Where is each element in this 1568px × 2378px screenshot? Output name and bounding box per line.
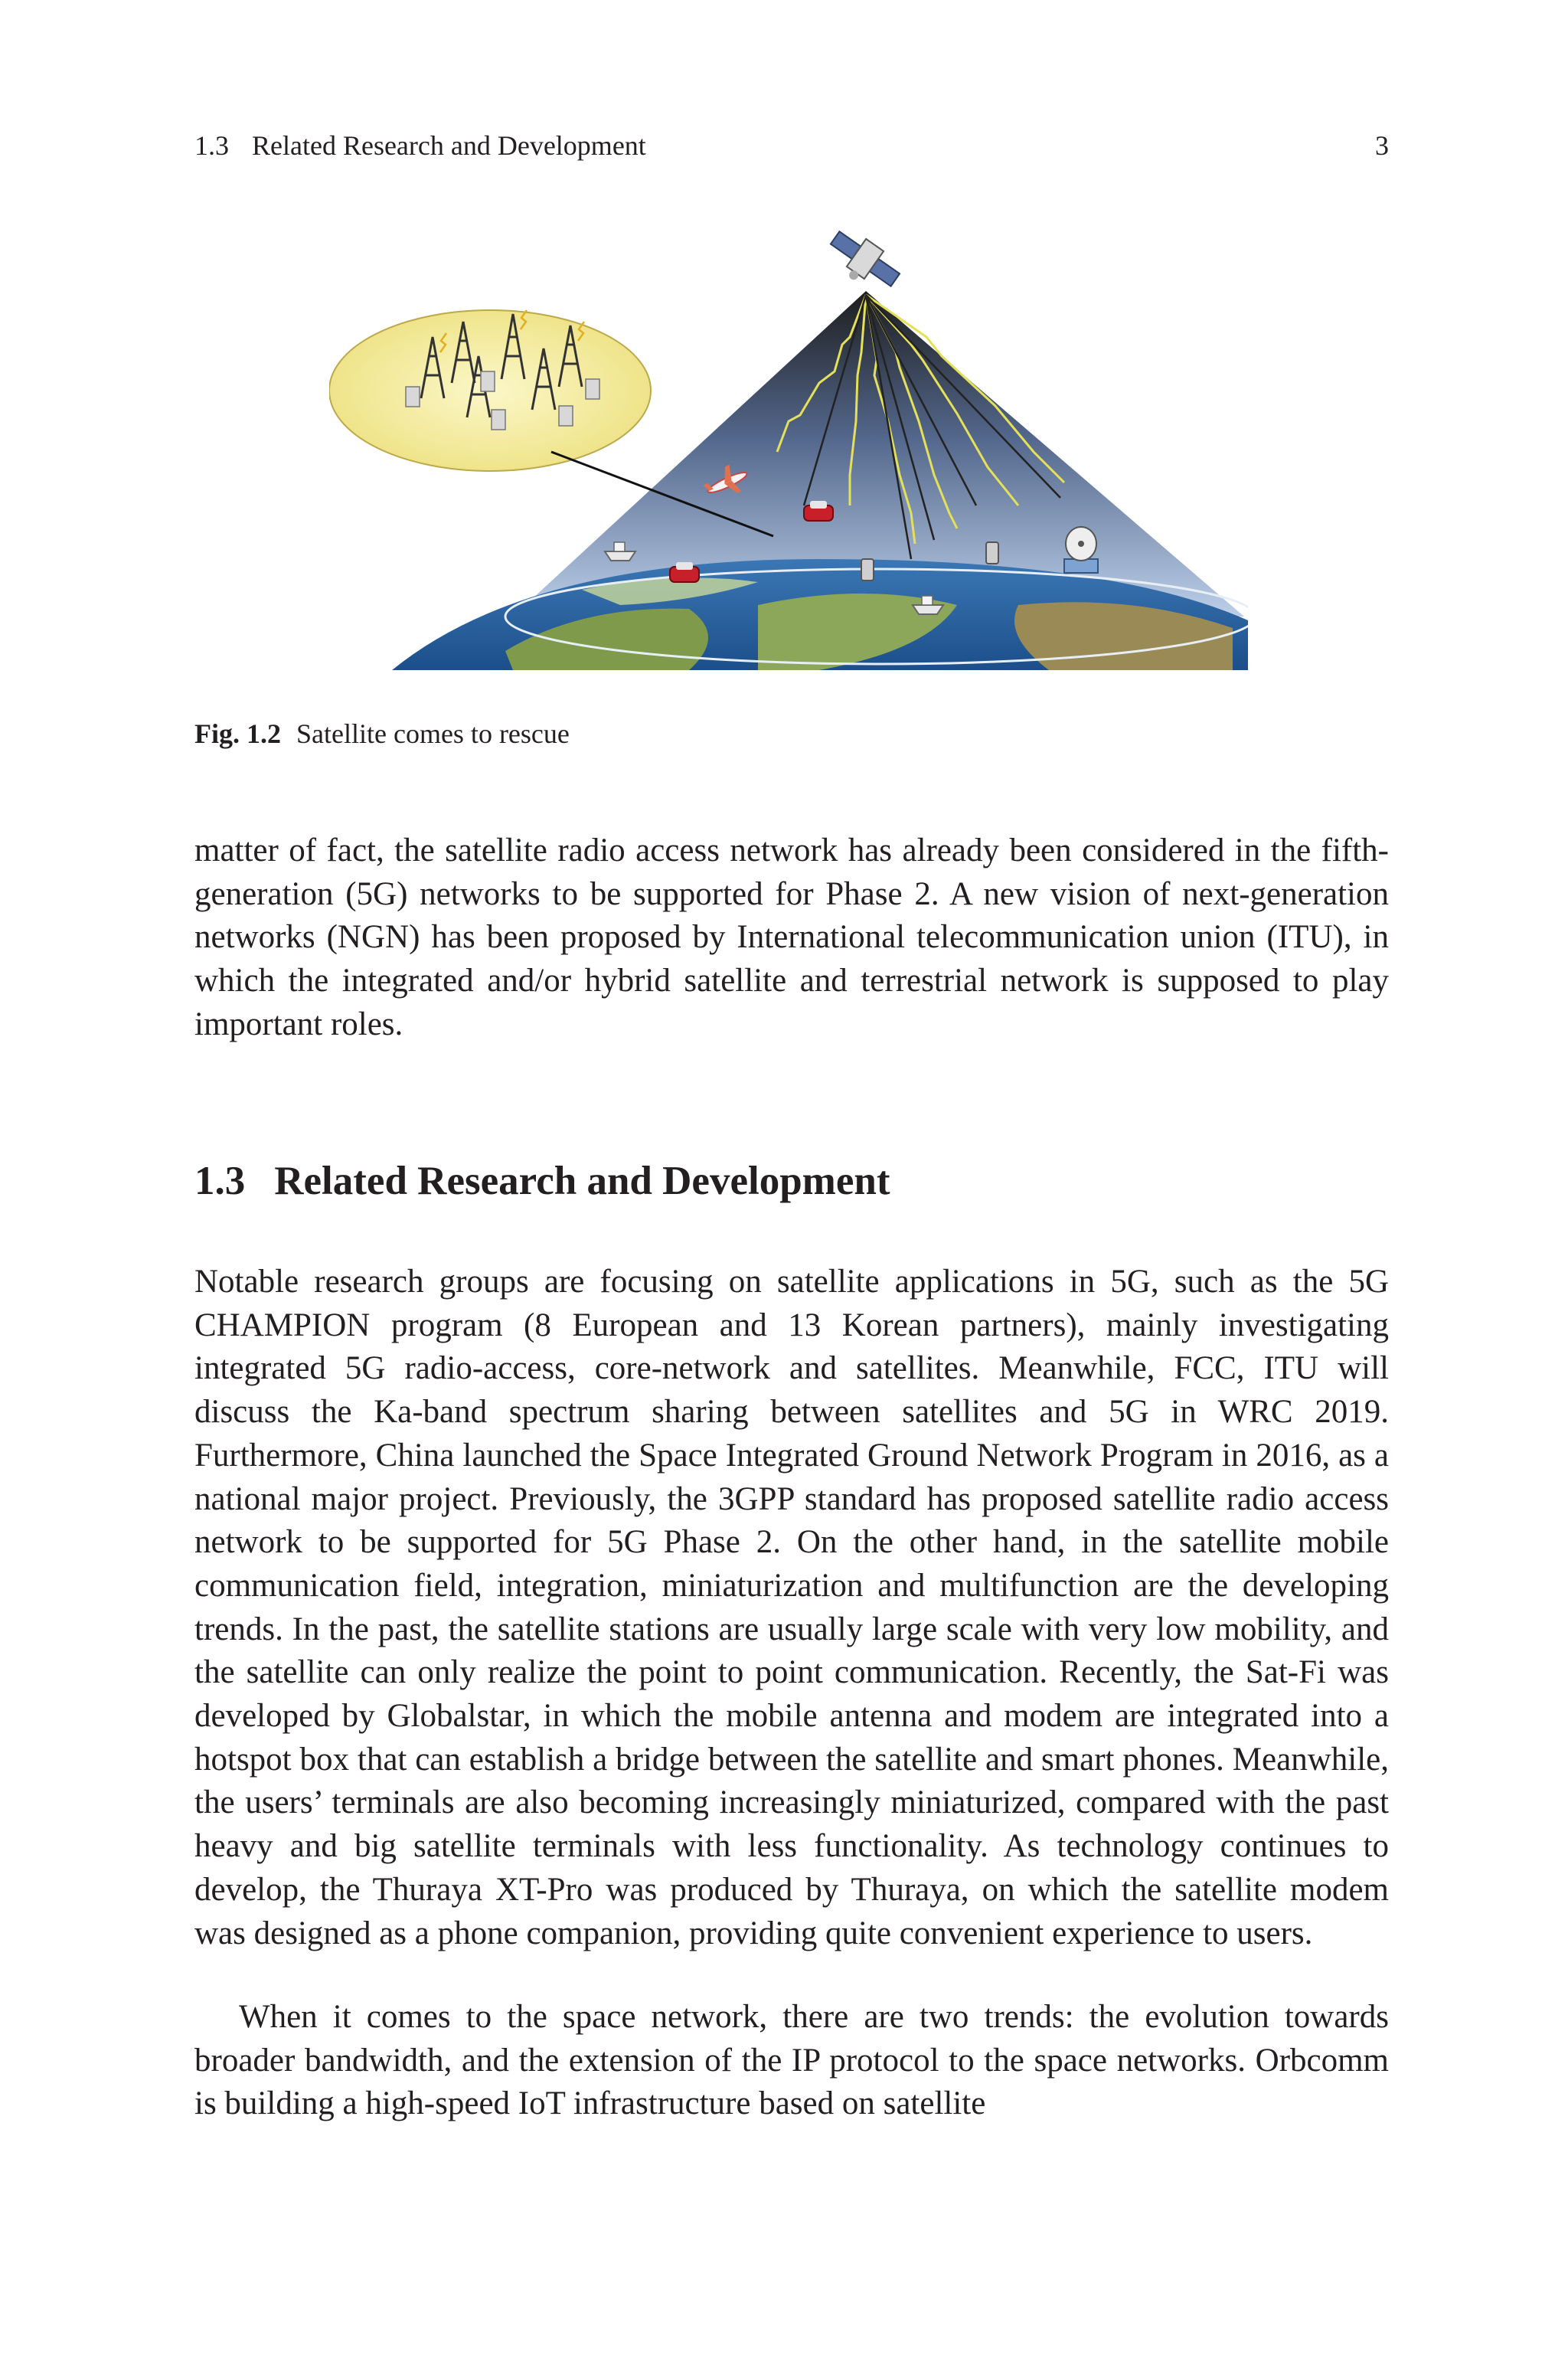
figure-illustration: [329, 222, 1248, 682]
running-head: [194, 129, 1389, 162]
dish-antenna-icon: [1064, 527, 1098, 573]
handset-icon: [861, 559, 874, 581]
handset-icon: [986, 542, 998, 564]
paragraph-1: matter of fact, the satellite radio access network has already been considered in the fifth-generation (5G) networks to be supported for Phase 2. A new vision of next-generation networks (NGN) has been proposed by International telecommunication union (ITU), in which the integrated and/or hybrid satellite and terrestrial network is supposed to play important roles.: [194, 832, 1389, 1042]
figure-label: Fig. 1.2: [194, 718, 281, 749]
figure-caption: [194, 717, 570, 751]
figure-satellite-rescue: [329, 222, 1248, 682]
section-heading: [194, 1156, 890, 1205]
running-head-title: Related Research and Development: [252, 130, 646, 161]
cell-tower-cluster: [329, 310, 651, 471]
running-head-section-number: 1.3: [194, 130, 229, 161]
section-number: 1.3: [194, 1159, 246, 1203]
paragraph-2: Notable research groups are focusing on satellite applications in 5G, such as the 5G CHAMPION program (8 European and 13 Korean partners), mainly investigating integrated 5G radio-access, core-network and satellites. Meanwhile, FCC, ITU will discuss the Ka-band spectrum sharing between satellites and 5G in WRC 2019. Furthermore, China launched the Space Integrated Ground Network Program in 2016, as a national major project. Previously, the 3GPP standard has proposed satellite radio access network to be supported for 5G Phase 2. On the other hand, in the satellite mobile communication field, integration, miniaturization and multifunction are the developing trends. In the past, the satellite stations are usually large scale with very low mobility, and the satellite can only realize the point to point communication. Recently, the Sat-Fi was developed by Globalstar, in which the mobile antenna and modem are integrated into a hotspot box that can establish a bridge between the satellite and smart phones. Meanwhile, the users’ terminals are also becoming increasingly miniaturized, compared with the past heavy and big satellite terminals with less functionality. As technology continues to develop, the Thuraya XT-Pro was produced by Thuraya, on which the satellite modem was designed as a phone companion, providing quite convenient experience to users.: [194, 1264, 1389, 1951]
satellite-icon: [821, 224, 905, 299]
section-title: Related Research and Development: [274, 1159, 890, 1203]
paragraph-3: When it comes to the space network, there are two trends: the evolution towards broader bandwidth, and the extension of the IP protocol to the space networks. Orbcomm is building a high-speed IoT infrastructure based on satellite: [194, 1999, 1389, 2122]
figure-caption-text: Satellite comes to rescue: [296, 718, 570, 749]
page-number: 3: [1375, 130, 1389, 161]
